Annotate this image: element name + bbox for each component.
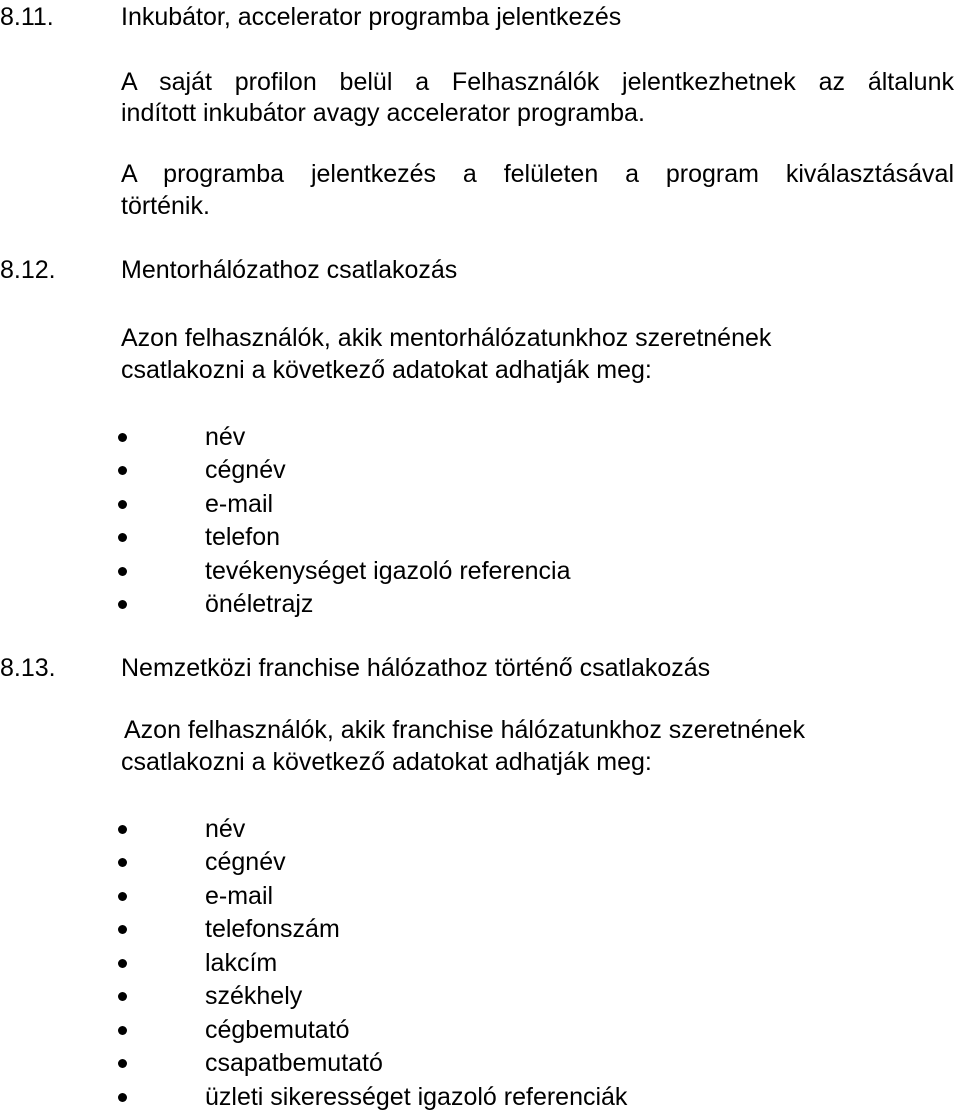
paragraph-line: A programba jelentkezés a felületen a program kiválasztásával xyxy=(121,160,954,188)
bullet-icon xyxy=(118,466,127,475)
list-item-label: e-mail xyxy=(205,882,274,910)
section-number: 8.11. xyxy=(0,3,54,31)
paragraph-line: Azon felhasználók, akik mentorhálózatunkhoz szeretnének xyxy=(121,324,772,352)
paragraph-line: A saját profilon belül a Felhasználók jelentkezhetnek az általunk xyxy=(121,68,954,96)
list-item-label: önéletrajz xyxy=(205,590,314,618)
list-item-label: név xyxy=(205,423,246,451)
bullet-icon xyxy=(118,992,127,1001)
bullet-icon xyxy=(118,825,127,834)
bullet-icon xyxy=(118,600,127,609)
list-item-label: cégnév xyxy=(205,456,286,484)
list-item-label: székhely xyxy=(205,982,303,1010)
bullet-icon xyxy=(118,1059,127,1068)
list-item-label: név xyxy=(205,815,246,843)
bullet-icon xyxy=(118,858,127,867)
bullet-icon xyxy=(118,1093,127,1102)
list-item-label: cégnév xyxy=(205,848,286,876)
section-title: Mentorhálózathoz csatlakozás xyxy=(121,256,458,284)
paragraph-line: indított inkubátor avagy accelerator programba. xyxy=(121,99,645,127)
bullet-icon xyxy=(118,533,127,542)
section-title: Inkubátor, accelerator programba jelentkezés xyxy=(121,3,622,31)
list-item-label: csapatbemutató xyxy=(205,1049,383,1077)
bullet-icon xyxy=(118,959,127,968)
section-number: 8.13. xyxy=(0,654,56,682)
paragraph-line: csatlakozni a következő adatokat adhatják meg: xyxy=(121,748,652,776)
bullet-icon xyxy=(118,567,127,576)
section-number: 8.12. xyxy=(0,256,56,284)
list-item-label: e-mail xyxy=(205,490,274,518)
list-item-label: üzleti sikerességet igazoló referenciák xyxy=(205,1083,628,1111)
paragraph-line: csatlakozni a következő adatokat adhatják meg: xyxy=(121,356,652,384)
list-item-label: cégbemutató xyxy=(205,1016,350,1044)
list-item-label: tevékenységet igazoló referencia xyxy=(205,557,571,585)
bullet-icon xyxy=(118,925,127,934)
list-item-label: lakcím xyxy=(205,949,278,977)
section-title: Nemzetközi franchise hálózathoz történő csatlakozás xyxy=(121,654,711,682)
list-item-label: telefonszám xyxy=(205,915,340,943)
bullet-icon xyxy=(118,1026,127,1035)
list-item-label: telefon xyxy=(205,523,281,551)
bullet-icon xyxy=(118,500,127,509)
paragraph-line: Azon felhasználók, akik franchise hálózatunkhoz szeretnének xyxy=(124,716,805,744)
bullet-icon xyxy=(118,892,127,901)
bullet-icon xyxy=(118,433,127,442)
paragraph-line: történik. xyxy=(121,192,210,220)
